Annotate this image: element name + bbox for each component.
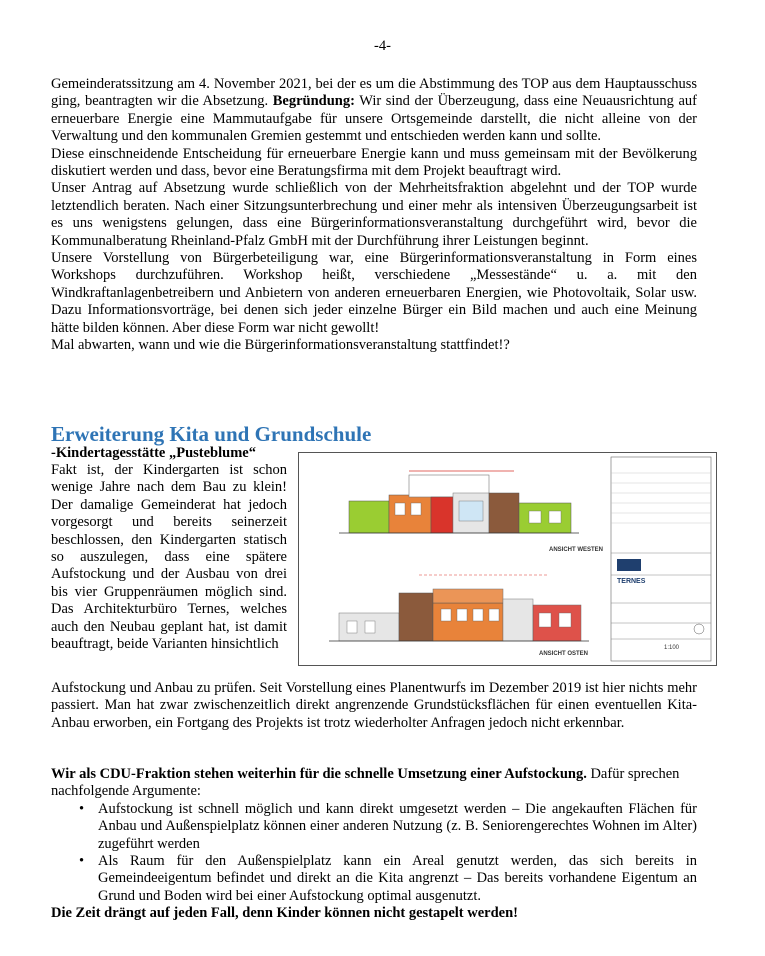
argument-item: • Als Raum für den Außenspielplatz kann ein Areal genutzt werden, das sich bereits in Gemeindeeigentum befindet und direkt an die Kita angrenzt – Das bereits vorhandene Eigentum an Grund und Boden wird bei einer Aufstockung optimal ausgenutzt. bbox=[79, 853, 697, 904]
bullet-icon: • bbox=[79, 853, 85, 870]
kita-continuation-paragraph: Aufstockung und Anbau zu prüfen. Seit Vorstellung eines Planentwurfs im Dezember 2019 ist hier nichts mehr passiert. Man hat zwar zwischenzeitlich direkt angrenzende Grundstücksflächen für einen eventuellen Kita-Anbau erworben, ein Fortgang des Projekts ist trotz wiederholter Anfragen jedoch nicht erkennbar. bbox=[51, 680, 697, 731]
bullet-icon: • bbox=[79, 800, 85, 817]
drawing-svg bbox=[299, 453, 716, 665]
intro-paragraph-4: Unsere Vorstellung von Bürgerbeteiligung war, eine Bürgerinformationsveranstaltung in Form eines Workshops durchzuführen. Workshop heißt, verschiedene „Messestände“ u. a. mit den Windkraftanlagenbetreibern und Anbietern von anderen erneuerbaren Energien, wie Photovoltaik, Solar usw. Dazu Informationsvorträge, bei denen sich jeder einzelne Bürger ein Bild machen und auch eine Meinung hätte bilden können. Aber diese Form war nicht gewollt! bbox=[51, 250, 697, 336]
east-elevation bbox=[329, 575, 589, 657]
kita-paragraph: Fakt ist, der Kindergarten ist schon wenige Jahre nach dem Bau zu klein! Der damalige Gemeinderat hat jedoch vorgesorgt und bereits seinerzeit beschlossen, den Kindergarten statisch so auszulegen, dass eine spätere Aufstockung und der Ausbau von drei bis vier Gruppenräumen möglich sind. Das Architekturbüro Ternes, welches auch den Neubau geplant hat, ist damit beauftragt, beide Varianten hinsichtlich bbox=[51, 462, 287, 653]
section-heading: Erweiterung Kita und Grundschule bbox=[51, 422, 372, 446]
label-east: ANSICHT OSTEN bbox=[539, 651, 589, 657]
label-west: ANSICHT WESTEN bbox=[549, 547, 603, 553]
argument-list bbox=[51, 801, 697, 905]
reason-label: Begründung: bbox=[272, 93, 355, 110]
intro-paragraph-5: Mal abwarten, wann und wie die Bürgerinformationsveranstaltung stattfindet!? bbox=[51, 337, 510, 354]
firm-name: TERNES bbox=[617, 578, 646, 585]
kita-text-column bbox=[51, 462, 287, 653]
drawing-scale: 1:100 bbox=[664, 645, 680, 651]
intro-text bbox=[51, 76, 697, 355]
cdu-section bbox=[51, 766, 697, 923]
kita-continuation bbox=[51, 680, 697, 732]
intro-paragraph-2: Diese einschneidende Entscheidung für erneuerbare Energie kann und muss gemeinsam mit der Bevölkerung diskutiert werden und dass, bevor eine Beratungsfirma mit dem Projekt beauftragt wird. bbox=[51, 145, 697, 180]
title-block bbox=[611, 457, 711, 661]
architectural-drawing bbox=[298, 452, 717, 666]
ternes-logo bbox=[617, 559, 641, 571]
intro-paragraph-1: Gemeinderatssitzung am 4. November 2021, bei der es um die Abstimmung des TOP aus dem Hauptausschuss ging, beantragten wir die Absetzung. Begründung: Wir sind der Überzeugung, dass eine Neuausrichtung auf erneuerbare Energie eine Mammutaufgabe für unsere Ortsgemeinde darstellt, die nicht alleine von der Verwaltung und den kommunalen Gremien gestemmt und entschieden werden kann und sollte. bbox=[51, 76, 697, 145]
argument-item: • Aufstockung ist schnell möglich und kann direkt umgesetzt werden – Die angekauften Flächen für Anbau und Außenspielplatz können einer anderen Nutzung (z. B. Seniorengerechtes Wohnen im Alter) zugeführt werden bbox=[79, 800, 697, 852]
west-elevation bbox=[339, 471, 603, 553]
closing-statement: Die Zeit drängt auf jeden Fall, denn Kinder können nicht gestapelt werden! bbox=[51, 905, 518, 922]
intro-paragraph-3: Unser Antrag auf Absetzung wurde schließlich von der Mehrheitsfraktion abgelehnt und der TOP wurde letztendlich beraten. Nach einer Sitzungsunterbrechung und einer mehr als intensiven Überzeugungsarbeit ist es uns wenigstens gelungen, dass eine Bürgerinformationsveranstaltung durchgeführt wird, bevor die Kommunalberatung Rheinland-Pfalz GmbH mit der Durchführung ihrer Leistungen beginnt. bbox=[51, 180, 697, 249]
section-subheading: -Kindertagesstätte „Pusteblume“ bbox=[51, 445, 256, 461]
cdu-lead: Wir als CDU-Fraktion stehen weiterhin für die schnelle Umsetzung einer Aufstockung. Dafür sprechen nachfolgende Argumente: bbox=[51, 766, 680, 800]
page-number: -4- bbox=[374, 38, 391, 54]
